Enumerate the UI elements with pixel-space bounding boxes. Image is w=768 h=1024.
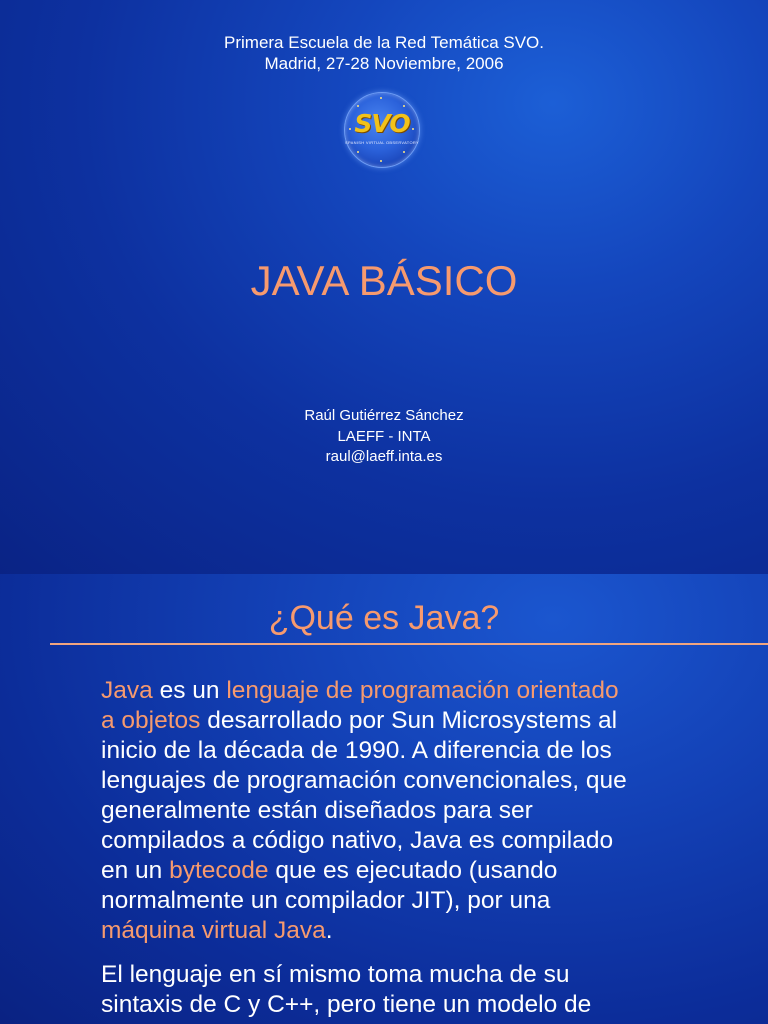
logo-text: SVO: [354, 109, 410, 138]
text-span: .: [325, 917, 333, 944]
title-divider: [50, 643, 768, 645]
author-email: raul@laeff.inta.es: [325, 448, 443, 465]
paragraph-1: [101, 676, 721, 946]
term-jvm: máquina virtual Java: [101, 917, 326, 944]
paragraph-1-line-2: [101, 706, 721, 736]
term-oop: lenguaje de programación orientado: [226, 677, 619, 704]
logo-subtext: SPANISH VIRTUAL OBSERVATORY: [345, 140, 419, 145]
event-line-1: Primera Escuela de la Red Temática SVO.: [224, 33, 544, 52]
term-oop-cont: a objetos: [101, 707, 201, 734]
paragraph-1-line-8: normalmente un compilador JIT), por una: [101, 887, 551, 914]
text-span: es un: [152, 677, 227, 704]
page-title: JAVA BÁSICO: [250, 257, 518, 304]
text-span: desarrollado por Sun Microsystems al: [200, 707, 618, 734]
paragraph-1-line-1: [101, 676, 721, 706]
paragraph-2-line-1: El lenguaje en sí mismo toma mucha de su: [101, 961, 570, 988]
paragraph-1-line-7: [101, 856, 721, 886]
svo-logo-icon: [344, 92, 420, 168]
author-name: Raúl Gutiérrez Sánchez: [304, 407, 464, 424]
text-span: que es ejecutado (usando: [268, 857, 558, 884]
term-bytecode: bytecode: [169, 857, 269, 884]
author-affiliation: LAEFF - INTA: [337, 428, 431, 445]
text-span: en un: [101, 857, 170, 884]
paragraph-2-line-2: sintaxis de C y C++, pero tiene un modelo de: [101, 991, 592, 1018]
paragraph-2: [101, 960, 721, 1020]
paragraph-1-line-4: lenguajes de programación convencionales, que: [101, 767, 627, 794]
paragraph-1-line-3: inicio de la década de 1990. A diferencia de los: [101, 737, 612, 764]
content-slide: [0, 574, 768, 1024]
paragraph-1-line-9: [101, 916, 721, 946]
term-java: Java: [101, 677, 153, 704]
paragraph-1-line-5: generalmente están diseñados para ser: [101, 797, 533, 824]
event-line-2: Madrid, 27-28 Noviembre, 2006: [264, 54, 504, 73]
slide-title: ¿Qué es Java?: [268, 599, 500, 637]
paragraph-1-line-6: compilados a código nativo, Java es compilado: [101, 827, 614, 854]
